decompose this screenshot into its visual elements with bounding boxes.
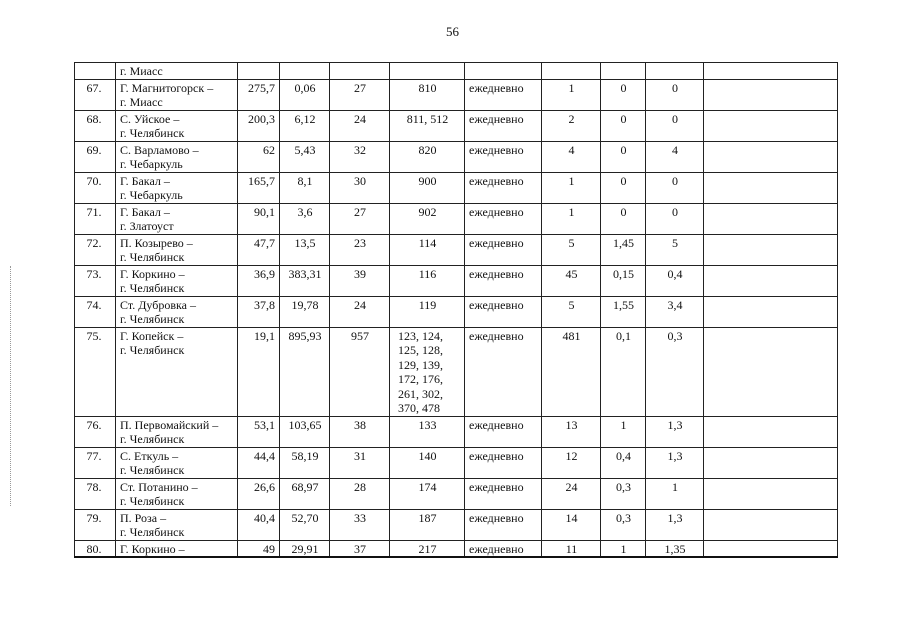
- cell-stops: 820: [390, 141, 465, 172]
- cell-route: Г. Магнитогорск – г. Миасс: [116, 79, 238, 110]
- cell-length: 165,7: [238, 172, 280, 203]
- cell-c9: 1,3: [646, 509, 704, 540]
- cell-length: 19,1: [238, 327, 280, 416]
- cell-stops: [390, 63, 465, 80]
- cell-c7: 5: [542, 234, 601, 265]
- cell-notes: [704, 296, 838, 327]
- cell-length: 275,7: [238, 79, 280, 110]
- table-row: [75, 509, 838, 540]
- cell-c7: 481: [542, 327, 601, 416]
- cell-c8: 0,1: [601, 327, 646, 416]
- cell-stops: 811, 512: [390, 110, 465, 141]
- cell-c7: 4: [542, 141, 601, 172]
- cell-c4: 33: [330, 509, 390, 540]
- cell-c9: 1: [646, 478, 704, 509]
- cell-num: 69.: [75, 141, 116, 172]
- cell-notes: [704, 478, 838, 509]
- cell-length: 26,6: [238, 478, 280, 509]
- cell-notes: [704, 203, 838, 234]
- routes-table: [74, 62, 838, 558]
- table-row: [75, 110, 838, 141]
- cell-c3: 52,70: [280, 509, 330, 540]
- cell-c9: 0: [646, 110, 704, 141]
- cell-c8: [601, 63, 646, 80]
- cell-route: С. Еткуль – г. Челябинск: [116, 447, 238, 478]
- cell-stops: 187: [390, 509, 465, 540]
- cell-c7: 1: [542, 172, 601, 203]
- cell-notes: [704, 63, 838, 80]
- cell-length: 40,4: [238, 509, 280, 540]
- cell-stops: 116: [390, 265, 465, 296]
- cell-schedule: ежедневно: [465, 478, 542, 509]
- cell-notes: [704, 540, 838, 557]
- cell-c8: 0: [601, 110, 646, 141]
- table-row: [75, 296, 838, 327]
- cell-stops: 133: [390, 416, 465, 447]
- cell-c3: 3,6: [280, 203, 330, 234]
- cell-route: Ст. Дубровка – г. Челябинск: [116, 296, 238, 327]
- cell-c4: 27: [330, 79, 390, 110]
- cell-c8: 0: [601, 141, 646, 172]
- cell-length: 53,1: [238, 416, 280, 447]
- table-body: [75, 63, 838, 558]
- cell-schedule: ежедневно: [465, 141, 542, 172]
- cell-c7: 45: [542, 265, 601, 296]
- table-row: [75, 540, 838, 557]
- cell-c4: 24: [330, 296, 390, 327]
- cell-c7: 24: [542, 478, 601, 509]
- cell-stops: 902: [390, 203, 465, 234]
- cell-c3: 68,97: [280, 478, 330, 509]
- cell-length: [238, 63, 280, 80]
- cell-num: 75.: [75, 327, 116, 416]
- cell-route: П. Первомайский – г. Челябинск: [116, 416, 238, 447]
- cell-schedule: ежедневно: [465, 203, 542, 234]
- cell-length: 36,9: [238, 265, 280, 296]
- cell-c4: 38: [330, 416, 390, 447]
- cell-num: 80.: [75, 540, 116, 557]
- cell-stops: 114: [390, 234, 465, 265]
- table-row: [75, 141, 838, 172]
- cell-length: 47,7: [238, 234, 280, 265]
- cell-c9: 1,3: [646, 416, 704, 447]
- cell-length: 44,4: [238, 447, 280, 478]
- cell-notes: [704, 327, 838, 416]
- cell-c3: 6,12: [280, 110, 330, 141]
- cell-num: 72.: [75, 234, 116, 265]
- binding-margin-line: [10, 266, 11, 506]
- cell-c9: 3,4: [646, 296, 704, 327]
- cell-c4: 31: [330, 447, 390, 478]
- cell-num: 71.: [75, 203, 116, 234]
- cell-c3: 103,65: [280, 416, 330, 447]
- cell-c9: 0: [646, 172, 704, 203]
- cell-c4: 30: [330, 172, 390, 203]
- cell-c8: 0,15: [601, 265, 646, 296]
- cell-c7: [542, 63, 601, 80]
- table-row: [75, 327, 838, 416]
- table-row: [75, 203, 838, 234]
- cell-notes: [704, 447, 838, 478]
- table-row: [75, 79, 838, 110]
- table-row: [75, 478, 838, 509]
- cell-c8: 0,4: [601, 447, 646, 478]
- cell-c9: 0: [646, 79, 704, 110]
- cell-c9: 0: [646, 203, 704, 234]
- cell-stops: 217: [390, 540, 465, 557]
- cell-num: 74.: [75, 296, 116, 327]
- cell-notes: [704, 265, 838, 296]
- cell-c3: 383,31: [280, 265, 330, 296]
- cell-route: Г. Копейск – г. Челябинск: [116, 327, 238, 416]
- table-row: [75, 265, 838, 296]
- cell-c7: 5: [542, 296, 601, 327]
- cell-schedule: ежедневно: [465, 447, 542, 478]
- cell-c8: 0: [601, 203, 646, 234]
- cell-c7: 1: [542, 203, 601, 234]
- cell-c8: 0: [601, 172, 646, 203]
- cell-length: 37,8: [238, 296, 280, 327]
- cell-c4: 28: [330, 478, 390, 509]
- cell-num: 78.: [75, 478, 116, 509]
- cell-num: 77.: [75, 447, 116, 478]
- cell-c4: 24: [330, 110, 390, 141]
- cell-stops: 174: [390, 478, 465, 509]
- cell-c7: 2: [542, 110, 601, 141]
- cell-c4: 27: [330, 203, 390, 234]
- cell-notes: [704, 509, 838, 540]
- cell-notes: [704, 416, 838, 447]
- cell-c3: 8,1: [280, 172, 330, 203]
- cell-c8: 1,55: [601, 296, 646, 327]
- cell-c3: [280, 63, 330, 80]
- cell-num: 76.: [75, 416, 116, 447]
- cell-notes: [704, 110, 838, 141]
- cell-stops: 810: [390, 79, 465, 110]
- cell-schedule: ежедневно: [465, 509, 542, 540]
- cell-c7: 14: [542, 509, 601, 540]
- table-row: [75, 447, 838, 478]
- cell-schedule: [465, 63, 542, 80]
- cell-num: [75, 63, 116, 80]
- cell-notes: [704, 79, 838, 110]
- cell-route: С. Уйское – г. Челябинск: [116, 110, 238, 141]
- cell-c7: 1: [542, 79, 601, 110]
- cell-stops: 900: [390, 172, 465, 203]
- cell-c7: 12: [542, 447, 601, 478]
- cell-length: 200,3: [238, 110, 280, 141]
- cell-c9: 1,35: [646, 540, 704, 557]
- cell-schedule: ежедневно: [465, 234, 542, 265]
- cell-route: г. Миасс: [116, 63, 238, 80]
- cell-notes: [704, 141, 838, 172]
- cell-c4: 957: [330, 327, 390, 416]
- page-number: 56: [446, 24, 459, 39]
- cell-schedule: ежедневно: [465, 265, 542, 296]
- table-row: [75, 172, 838, 203]
- cell-route: Г. Коркино – г. Челябинск: [116, 265, 238, 296]
- cell-c4: [330, 63, 390, 80]
- cell-schedule: ежедневно: [465, 296, 542, 327]
- cell-route: Ст. Потанино – г. Челябинск: [116, 478, 238, 509]
- cell-c4: 32: [330, 141, 390, 172]
- cell-route: Г. Бакал – г. Златоуст: [116, 203, 238, 234]
- cell-c3: 5,43: [280, 141, 330, 172]
- cell-num: 67.: [75, 79, 116, 110]
- table-row-continuation: [75, 63, 838, 80]
- cell-c3: 0,06: [280, 79, 330, 110]
- cell-notes: [704, 234, 838, 265]
- cell-num: 68.: [75, 110, 116, 141]
- cell-stops: 123, 124, 125, 128, 129, 139, 172, 176, 261, 302, 370, 478: [390, 327, 465, 416]
- cell-c3: 58,19: [280, 447, 330, 478]
- cell-c4: 23: [330, 234, 390, 265]
- cell-c8: 1,45: [601, 234, 646, 265]
- cell-c9: 4: [646, 141, 704, 172]
- cell-route: П. Роза – г. Челябинск: [116, 509, 238, 540]
- cell-num: 70.: [75, 172, 116, 203]
- cell-c9: 0,4: [646, 265, 704, 296]
- cell-length: 90,1: [238, 203, 280, 234]
- cell-route: Г. Коркино –: [116, 540, 238, 557]
- cell-length: 49: [238, 540, 280, 557]
- cell-schedule: ежедневно: [465, 79, 542, 110]
- table-row: [75, 234, 838, 265]
- cell-c9: 5: [646, 234, 704, 265]
- table-row: [75, 416, 838, 447]
- cell-c8: 1: [601, 416, 646, 447]
- cell-schedule: ежедневно: [465, 540, 542, 557]
- cell-num: 73.: [75, 265, 116, 296]
- cell-schedule: ежедневно: [465, 416, 542, 447]
- cell-c9: [646, 63, 704, 80]
- cell-c3: 29,91: [280, 540, 330, 557]
- cell-c8: 0,3: [601, 509, 646, 540]
- cell-schedule: ежедневно: [465, 327, 542, 416]
- cell-c9: 1,3: [646, 447, 704, 478]
- cell-c9: 0,3: [646, 327, 704, 416]
- cell-schedule: ежедневно: [465, 172, 542, 203]
- cell-c7: 13: [542, 416, 601, 447]
- cell-length: 62: [238, 141, 280, 172]
- cell-c8: 0: [601, 79, 646, 110]
- cell-c7: 11: [542, 540, 601, 557]
- cell-c8: 1: [601, 540, 646, 557]
- cell-stops: 119: [390, 296, 465, 327]
- cell-c4: 37: [330, 540, 390, 557]
- cell-c4: 39: [330, 265, 390, 296]
- cell-c8: 0,3: [601, 478, 646, 509]
- cell-route: П. Козырево – г. Челябинск: [116, 234, 238, 265]
- cell-c3: 895,93: [280, 327, 330, 416]
- cell-c3: 19,78: [280, 296, 330, 327]
- cell-route: Г. Бакал – г. Чебаркуль: [116, 172, 238, 203]
- cell-schedule: ежедневно: [465, 110, 542, 141]
- cell-stops: 140: [390, 447, 465, 478]
- cell-num: 79.: [75, 509, 116, 540]
- cell-route: С. Варламово – г. Чебаркуль: [116, 141, 238, 172]
- cell-notes: [704, 172, 838, 203]
- cell-c3: 13,5: [280, 234, 330, 265]
